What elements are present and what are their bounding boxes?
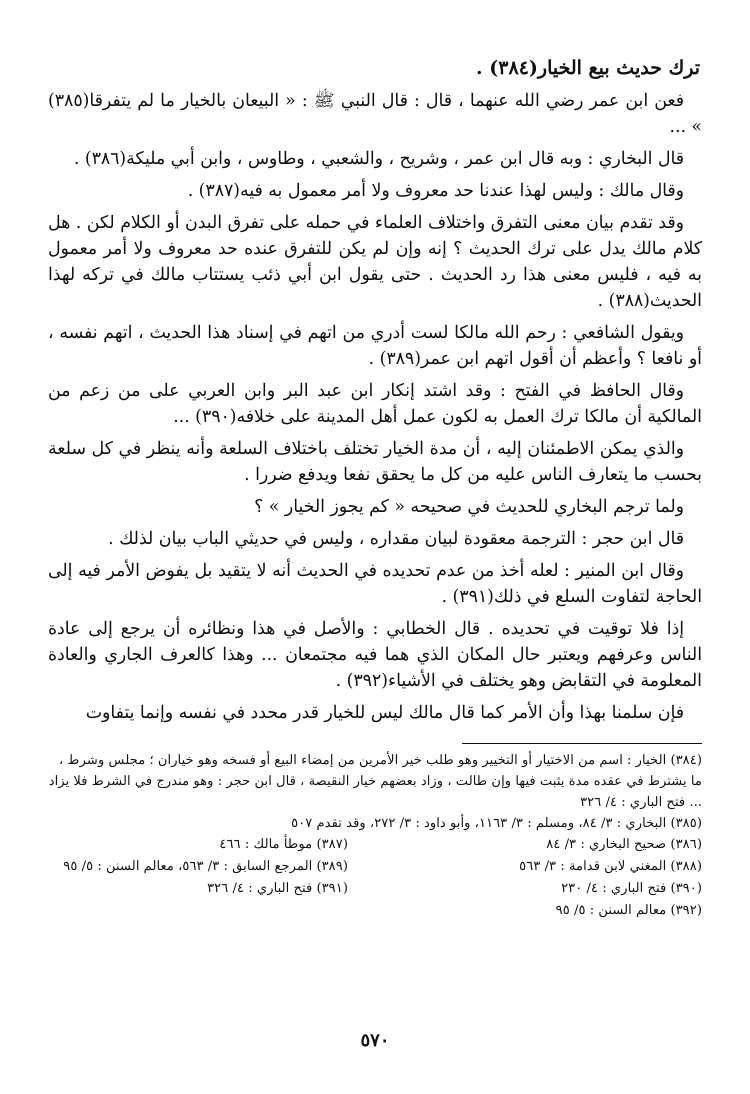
footnote-386: (٣٨٦) صحيح البخاري : ٣/ ٨٤ (546, 837, 702, 852)
footnote-385: (٣٨٥) البخاري : ٣/ ٨٤، ومسلم : ٣/ ١١٦٣، وأبو داود : ٣/ ٢٧٢، وقد تقدم ٥٠٧ (291, 816, 702, 831)
footnote-387: (٣٨٧) موطأ مالك : ٤٦٦ (219, 837, 348, 852)
footnote-388: (٣٨٨) المغني لابن قدامة : ٣/ ٥٦٣ (519, 859, 702, 874)
paragraph-malik: وقال مالك : وليس لهذا عندنا حد معروف ولا أمر معمول به فيه(٣٨٧) . (187, 181, 684, 201)
footnote-row (48, 856, 702, 878)
footnote-389: (٣٨٩) المرجع السابق : ٣/ ٥٦٣، معالم السنن : ٥/ ٩٥ (63, 859, 348, 874)
paragraph-conclusion: والذي يمكن الاطمئنان إليه ، أن مدة الخيار تختلف باختلاف السلعة وأنه ينظر في كل سلعة بحسب ما يتعارف الناس عليه من كل ما يحقق نفعا ويدفع ضررا . (48, 439, 702, 485)
footnote-392: (٣٩٢) معالم السنن : ٥/ ٩٥ (555, 903, 702, 918)
paragraph-bukhari: قال البخاري : وبه قال ابن عمر ، وشريح ، والشعبي ، وطاوس ، وابن أبي مليكة(٣٨٦) . (73, 149, 684, 169)
footnote-391: (٣٩١) فتح الباري : ٤/ ٣٢٦ (207, 881, 348, 896)
paragraph-shafii: ويقول الشافعي : رحم الله مالكا لست أدري من اتهم في إسناد هذا الحديث ، اتهم نفسه ، أو نافعا ؟ وأعظم أن أقول اتهم ابن عمر(٣٨٩) . (48, 323, 702, 369)
paragraph-hafiz: وقال الحافظ في الفتح : وقد اشتد إنكار ابن عبد البر وابن العربي على من زعم من المالكية أن مالكا ترك العمل به لكون عمل أهل المدينة على خلافه(٣٩٠) ... (48, 381, 702, 427)
paragraph-discussion: وقد تقدم بيان معنى التفرق واختلاف العلماء في حمله على تفرق البدن أو الكلام لكن . هل كلام مالك يدل على ترك الحديث ؟ إنه وإن لم يكن للتفرق عنده حد معروف ولا أمر معمول به فيه ، فليس معنى هذا رد الحديث . حتى يقول ابن أبي ذئب يستتاب مالك في تركه لهذا الحديث(٣٨٨) . (48, 213, 702, 311)
page-number: ٥٧٠ (360, 1030, 390, 1051)
paragraph-ibn-hajar: قال ابن حجر : الترجمة معقودة لبيان مقداره ، وليس في حديثي الباب بيان لذلك . (108, 529, 684, 549)
footnote-row (48, 834, 702, 856)
footnote-390: (٣٩٠) فتح الباري : ٤/ ٢٣٠ (561, 881, 702, 896)
footnote-row (48, 878, 702, 900)
footnote-384: (٣٨٤) الخيار : اسم من الاختيار أو التخيير وهو طلب خير الأمرين من إمضاء البيع أو فسخه وهو خياران ؛ مجلس وشرط ، ما يشترط في عقده مدة يثبت فيها وإن طالت ، وزاد بعضهم خيار النقيصة ، قال ابن حجر : وهو مندرج في الشرط فلا يزاد ... فتح الباري : ٤/ ٣٢٦ (48, 753, 702, 810)
section-title: ترك حديث بيع الخيار(٣٨٤) . (476, 57, 700, 79)
paragraph-khattabi: إذا فلا توقيت في تحديده . قال الخطابي : والأصل في هذا ونظائره أن يرجع إلى عادة الناس وعرفهم ويعتبر حال المكان الذي هما فيه مجتمعان ... وهذا كالعرف الجاري والعادة المعلومة في التقابض وهو يختلف في الأشياء(٣٩٢) . (48, 619, 702, 691)
paragraph-ibn-munir: وقال ابن المنير : لعله أخذ من عدم تحديده في الحديث أنه لا يتقيد بل يفوض الأمر فيه إلى الحاجة لتفاوت السلع في ذلك(٣٩١) . (48, 561, 702, 607)
paragraph-final: فإن سلمنا بهذا وأن الأمر كما قال مالك ليس للخيار قدر محدد في نفسه وإنما يتفاوت (85, 703, 684, 723)
footnotes (48, 750, 702, 921)
paragraph-hadith: فعن ابن عمر رضي الله عنهما ، قال : قال النبي ﷺ : « البيعان بالخيار ما لم يتفرقا(٣٨٥) » ... (48, 91, 702, 137)
paragraph-bukhari-chapter: ولما ترجم البخاري للحديث في صحيحه « كم يجوز الخيار » ؟ (254, 497, 684, 517)
footnote-divider (462, 743, 702, 744)
